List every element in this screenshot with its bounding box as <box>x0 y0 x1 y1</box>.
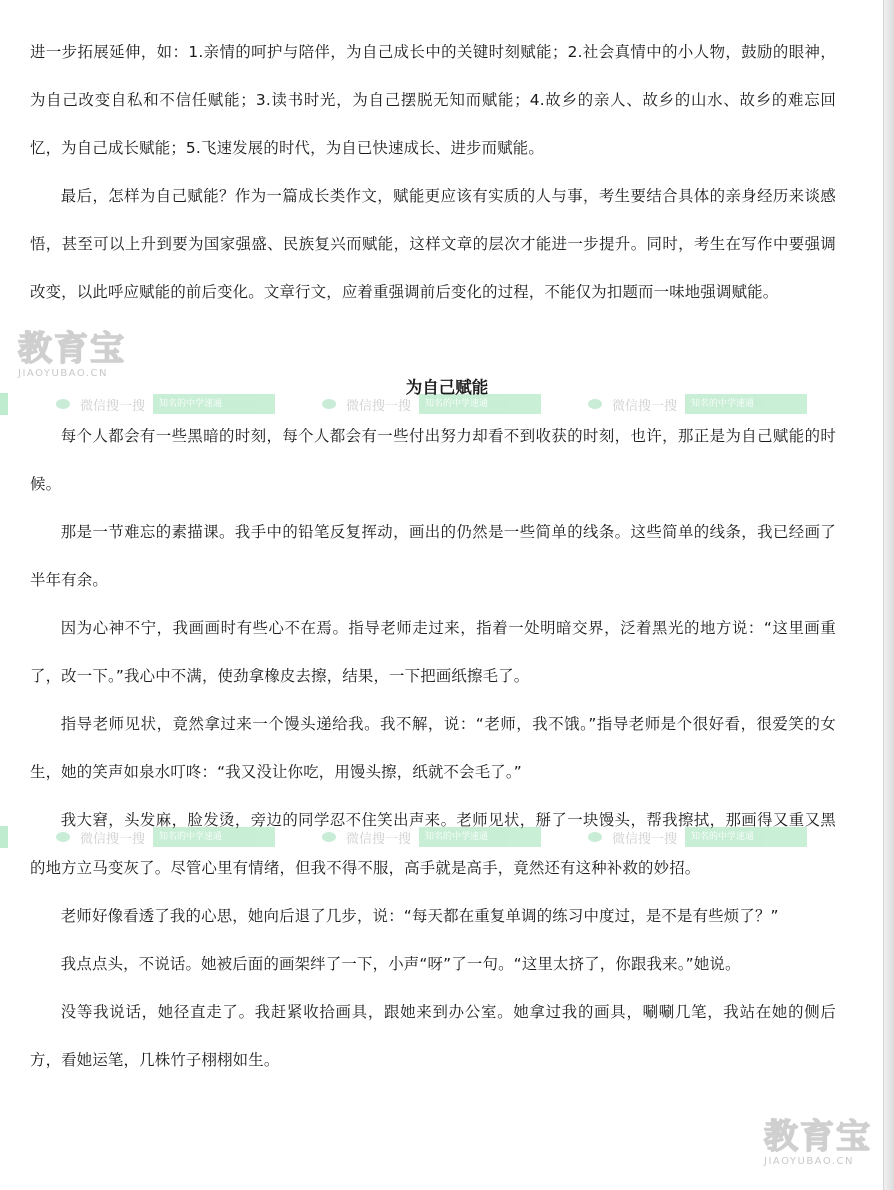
logo-text: 教育宝 <box>764 1117 872 1157</box>
paragraph: 我点点头，不说话。她被后面的画架绊了一下，小声“呀”了一句。“这里太挤了，你跟我来。”她说。 <box>60 955 741 973</box>
watermark-box: 知名的中学速通 <box>419 827 541 847</box>
paragraph: 我大窘，头发麻，脸发烫，旁边的同学忍不住笑出声来。老师见状，掰了一块馒头，帮我擦拭，那画得又重又黑的地方立马变灰了。尽管心里有情绪，但我不得不服，高手就是高手，竟然还有这种补救的妙招。 <box>30 811 836 877</box>
watermark-label: 微信搜一搜 <box>612 398 678 414</box>
paragraph: 因为心神不宁，我画画时有些心不在焉。指导老师走过来，指着一处明暗交界，泛着黑光的地方说：“这里画重了，改一下。”我心中不满，使劲拿橡皮去擦，结果，一下把画纸擦毛了。 <box>30 619 836 685</box>
watermark-box: 知名的中学速通 <box>685 827 807 847</box>
watermark-label: 微信搜一搜 <box>346 398 412 414</box>
paragraph: 最后，怎样为自己赋能？作为一篇成长类作文，赋能更应该有实质的人与事，考生要结合具体的亲身经历来谈感悟，甚至可以上升到要为国家强盛、民族复兴而赋能，这样文章的层次才能进一步提升。同时，考生在写作中要强调改变，以此呼应赋能的前后变化。文章行文，应着重强调前后变化的过程，不能仅为扣题而一味地强调赋能。 <box>30 187 836 301</box>
watermark-box: 知名的中学速通 <box>153 394 275 414</box>
analysis-section <box>30 28 836 316</box>
paragraph: 进一步拓展延伸，如：1.亲情的呵护与陪伴，为自己成长中的关键时刻赋能；2.社会真情中的小人物，鼓励的眼神，为自己改变自私和不信任赋能；3.读书时光，为自己摆脱无知而赋能；4.故乡的亲人、故乡的山水、故乡的难忘回忆，为自己成长赋能；5.飞速发展的时代，为自已快速成长、进步而赋能。 <box>30 43 836 157</box>
essay-body <box>30 412 836 1084</box>
watermark-box: 知名的中学速通 <box>153 827 275 847</box>
watermark-label: 微信搜一搜 <box>346 831 412 847</box>
logo-domain: JIAOYUBAO.CN <box>764 1156 854 1167</box>
jiaoyubao-logo <box>764 1118 872 1168</box>
page-edge-shadow <box>883 0 894 1190</box>
watermark-label: 微信搜一搜 <box>612 831 678 847</box>
watermark-box: 知名的中学速通 <box>685 394 807 414</box>
watermark-bar <box>0 826 8 848</box>
paragraph: 那是一节难忘的素描课。我手中的铅笔反复挥动，画出的仍然是一些简单的线条。这些简单的线条，我已经画了半年有余。 <box>30 523 836 589</box>
paragraph: 老师好像看透了我的心思，她向后退了几步，说：“每天都在重复单调的练习中度过，是不是有些烦了？” <box>60 907 779 925</box>
watermark-label: 微信搜一搜 <box>80 398 146 414</box>
watermark-label: 微信搜一搜 <box>80 831 146 847</box>
paragraph: 没等我说话，她径直走了。我赶紧收拾画具，跟她来到办公室。她拿过我的画具，唰唰几笔，我站在她的侧后方，看她运笔，几株竹子栩栩如生。 <box>30 1003 836 1069</box>
logo-domain: JIAOYUBAO.CN <box>18 368 108 379</box>
paragraph: 指导老师见状，竟然拿过来一个馒头递给我。我不解，说：“老师，我不饿。”指导老师是个很好看，很爱笑的女生，她的笑声如泉水叮咚：“我又没让你吃，用馒头擦，纸就不会毛了。” <box>30 715 836 781</box>
paragraph: 每个人都会有一些黑暗的时刻，每个人都会有一些付出努力却看不到收获的时刻，也许，那正是为自己赋能的时候。 <box>30 427 836 493</box>
logo-text: 教育宝 <box>18 329 126 369</box>
watermark-box: 知名的中学速通 <box>419 394 541 414</box>
essay-title: 为自己赋能 <box>405 378 489 397</box>
